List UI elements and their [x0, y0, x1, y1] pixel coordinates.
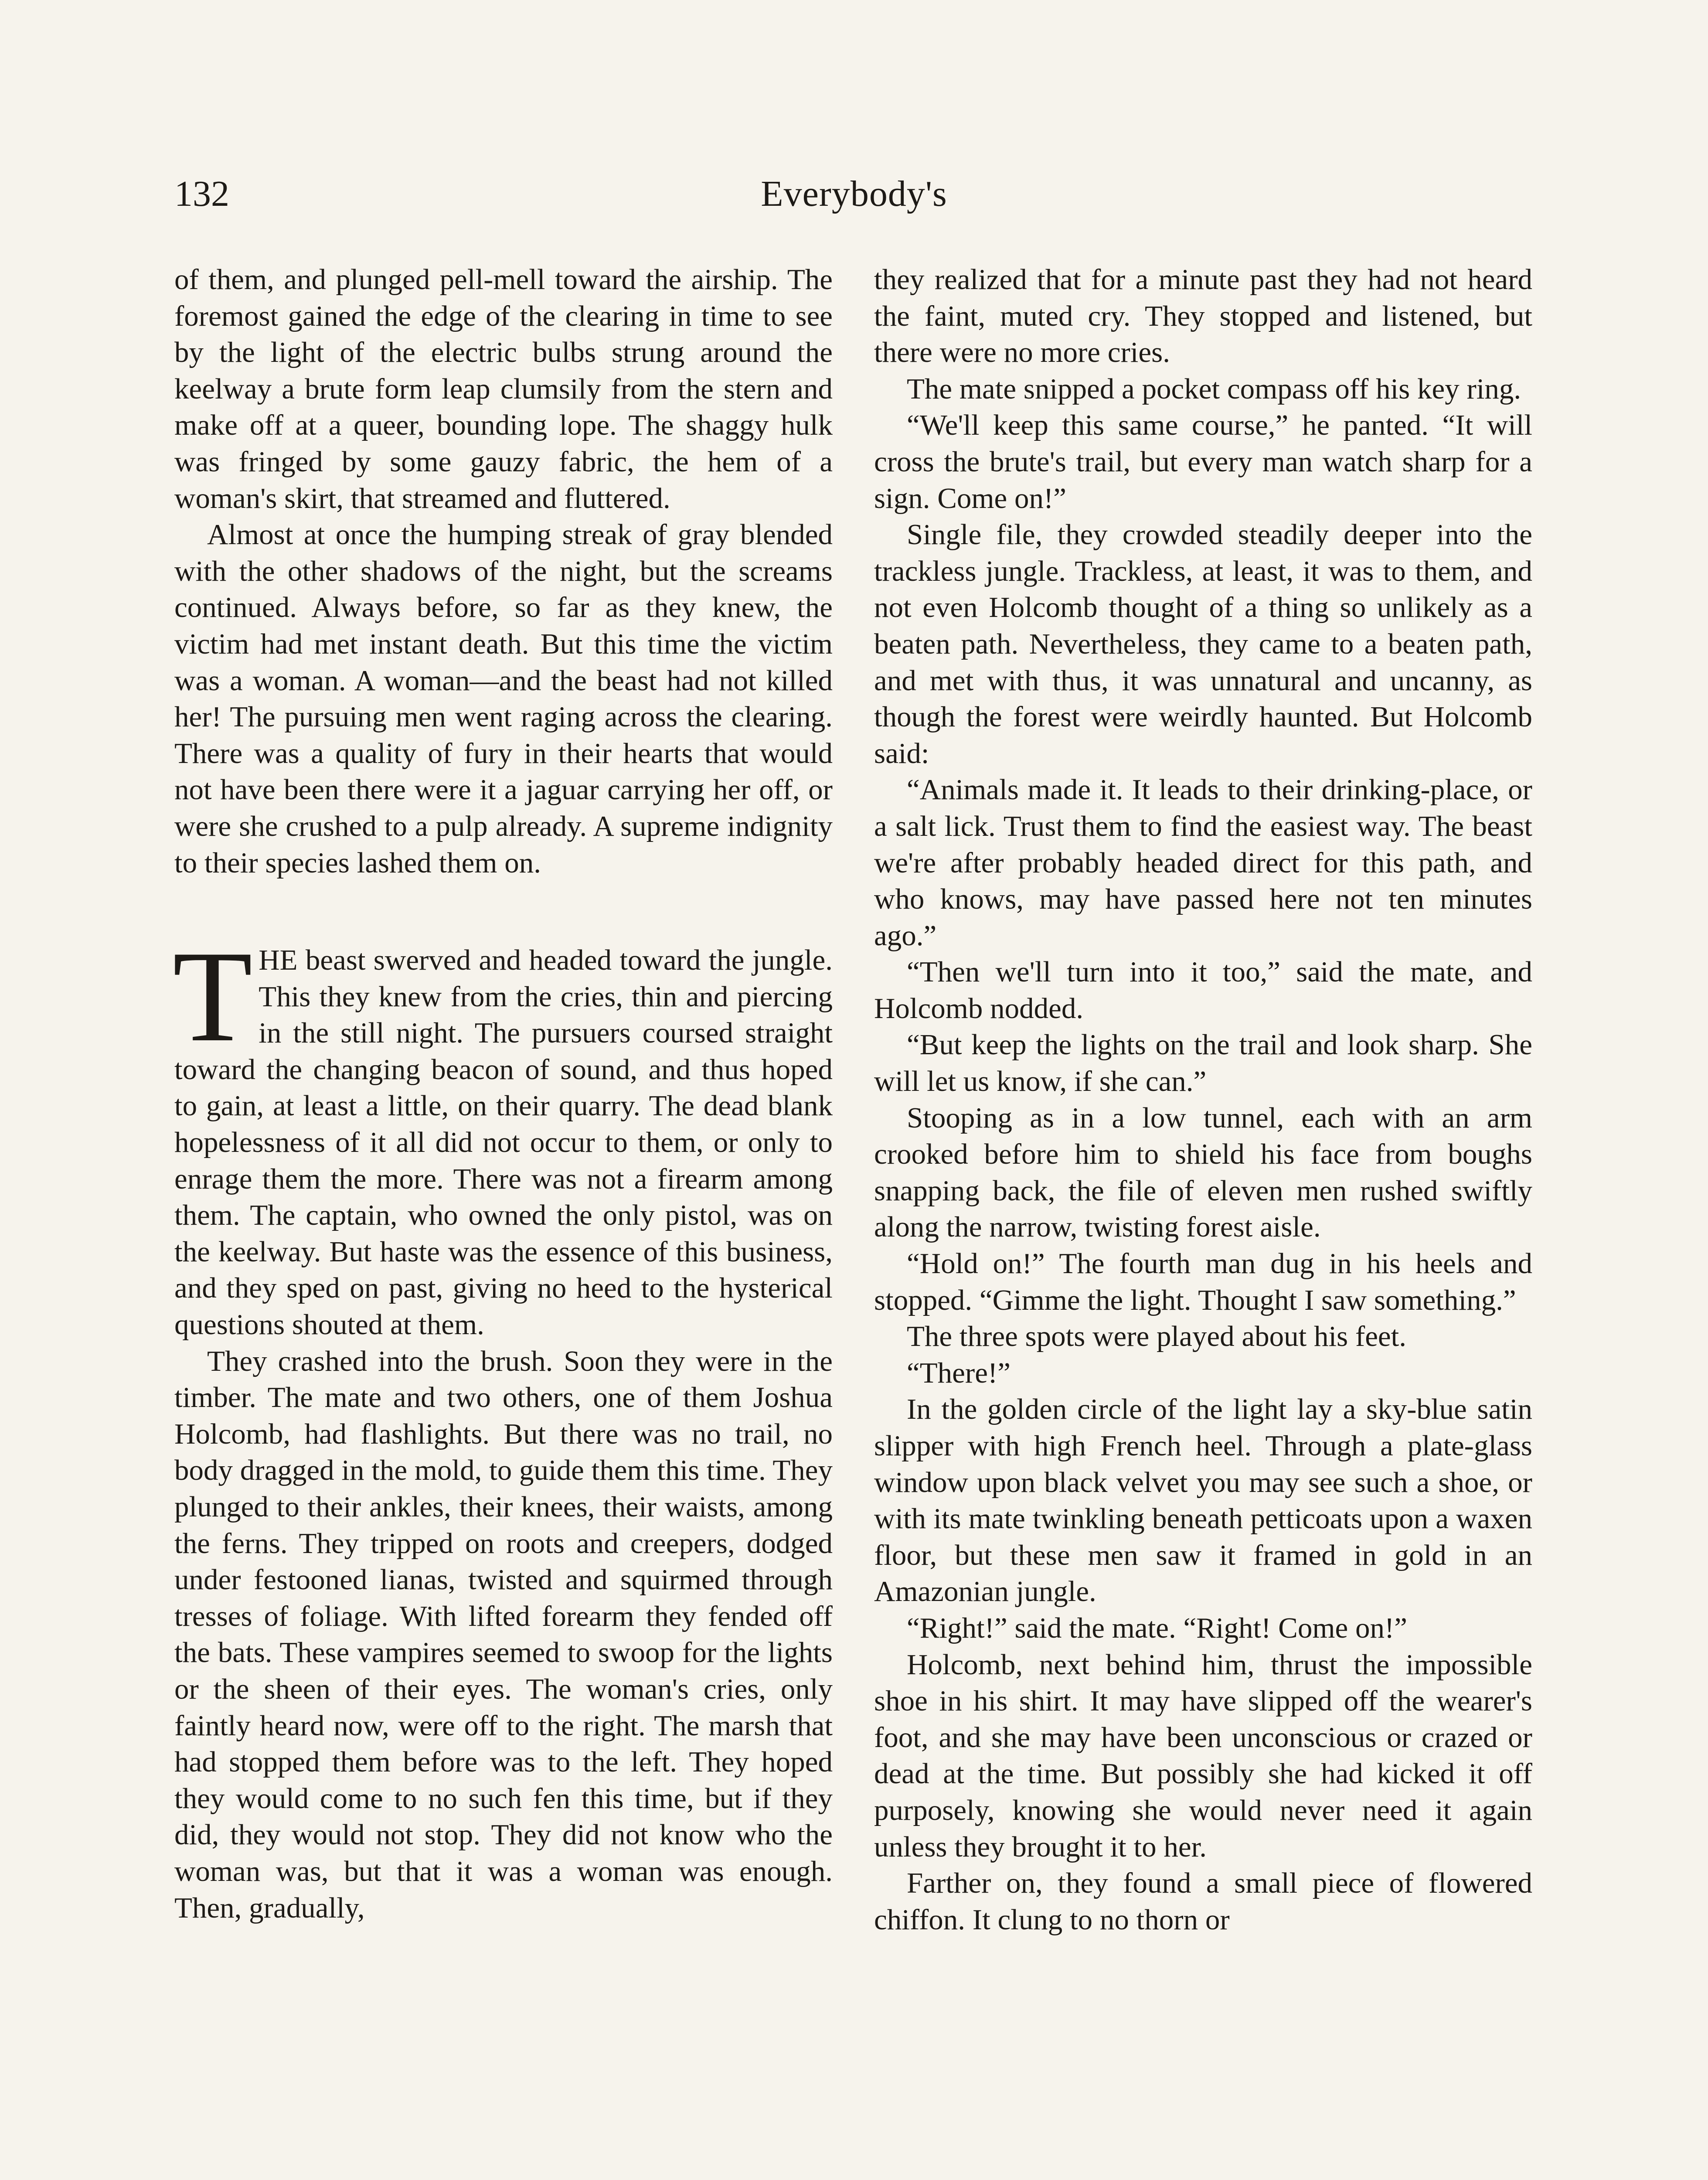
paragraph: of them, and plunged pell-mell toward the airship. The foremost gained the edge of the clearing in time to see by the light of the electric bulbs strung around the keelway a brute form leap clumsily from the stern and make off at a queer, bounding lope. The shaggy hulk was fringed by some gauzy fabric, the hem of a woman's skirt, that streamed and fluttered. [174, 263, 833, 514]
page-number: 132 [174, 174, 229, 214]
paragraph: The three spots were played about his feet. [907, 1320, 1407, 1353]
left-column [174, 262, 833, 1926]
paragraph: Single file, they crowded steadily deeper into the trackless jungle. Trackless, at least, it was to them, and not even Holcomb thought of a thing so unlikely as a beaten path. Nevertheless, they came to a beaten path, and met with thus, it was unnatural and uncanny, as though the forest were weirdly haunted. But Holcomb said: [874, 518, 1532, 770]
right-column [874, 262, 1532, 1938]
paragraph: Stooping as in a low tunnel, each with an arm crooked before him to shield his face from boughs snapping back, the file of eleven men rushed swiftly along the narrow, twisting forest aisle. [874, 1101, 1532, 1243]
paragraph: they realized that for a minute past they had not heard the faint, muted cry. They stopped and listened, but there were no more cries. [874, 263, 1532, 369]
paragraph: In the golden circle of the light lay a sky-blue satin slipper with high French heel. Through a plate-glass window upon black velvet you may see such a shoe, or with its mate twinkling beneath petticoats upon a waxen floor, but these men saw it framed in gold in an Amazonian jungle. [874, 1393, 1532, 1608]
paragraph: Holcomb, next behind him, thrust the impossible shoe in his shirt. It may have slipped off the wearer's foot, and she may have been unconscious or crazed or dead at the time. But possibly she had kicked it off purposely, knowing she would never need it again unless they brought it to her. [874, 1648, 1532, 1863]
paragraph: They crashed into the brush. Soon they were in the timber. The mate and two others, one of them Joshua Holcomb, had flashlights. But there was no trail, no body dragged in the mold, to guide them this time. They plunged to their ankles, their knees, their waists, among the ferns. They tripped on roots and creepers, dodged under festooned lianas, twisted and squirmed through tresses of foliage. With lifted forearm they fended off the bats. These vampires seemed to swoop for the lights or the sheen of their eyes. The woman's cries, only faintly heard now, were off to the right. The marsh that had stopped them before was to the left. They hoped they would come to no such fen this time, but if they did, they would not stop. They did not know who the woman was, but that it was a woman was enough. Then, gradually, [174, 1345, 833, 1924]
paragraph: “Then we'll turn into it too,” said the mate, and Holcomb nodded. [874, 956, 1532, 1025]
paragraph: “Animals made it. It leads to their drinking-place, or a salt lick. Trust them to find the easiest way. The beast we're after probably headed direct for this path, and who knows, may have passed here not ten minutes ago.” [874, 773, 1532, 952]
paragraph: “There!” [907, 1356, 1011, 1389]
paragraph: The mate snipped a pocket compass off his key ring. [907, 372, 1521, 405]
drop-cap: T [173, 924, 253, 1069]
paragraph: “We'll keep this same course,” he panted. “It will cross the brute's trail, but every man watch sharp for a sign. Come on!” [874, 409, 1532, 514]
running-head: Everybody's [761, 174, 947, 214]
paragraph: “Right!” said the mate. “Right! Come on!” [907, 1611, 1407, 1644]
paragraph: “But keep the lights on the trail and look sharp. She will let us know, if she can.” [874, 1029, 1532, 1098]
paragraph: Almost at once the humping streak of gray blended with the other shadows of the night, but the screams continued. Always before, so far as they knew, the victim had met instant death. But this time the victim was a woman. A woman—and the beast had not killed her! The pursuing men went raging across the clearing. There was a quality of fury in their hearts that would not have been there were it a jaguar carrying her off, or were she crushed to a pulp already. A supreme indignity to their species lashed them on. [174, 518, 833, 879]
section-opening-paragraph [173, 924, 833, 1343]
paragraph-text: HE beast swerved and headed toward the jungle. This they knew from the cries, thin and piercing in the still night. The pursuers coursed straight toward the changing beacon of sound, and thus hoped to gain, at least a little, on their quarry. The dead blank hopelessness of it all did not occur to them, or only to enrage them the more. There was not a firearm among them. The captain, who owned the only pistol, was on the keelway. But haste was the essence of this business, and they sped on past, giving no heed to the hysterical questions shouted at them. [174, 944, 833, 1341]
paragraph: Farther on, they found a small piece of flowered chiffon. It clung to no thorn or [874, 1867, 1532, 1936]
paragraph: “Hold on!” The fourth man dug in his heels and stopped. “Gimme the light. Thought I saw something.” [874, 1247, 1532, 1316]
page-header [174, 168, 1534, 229]
